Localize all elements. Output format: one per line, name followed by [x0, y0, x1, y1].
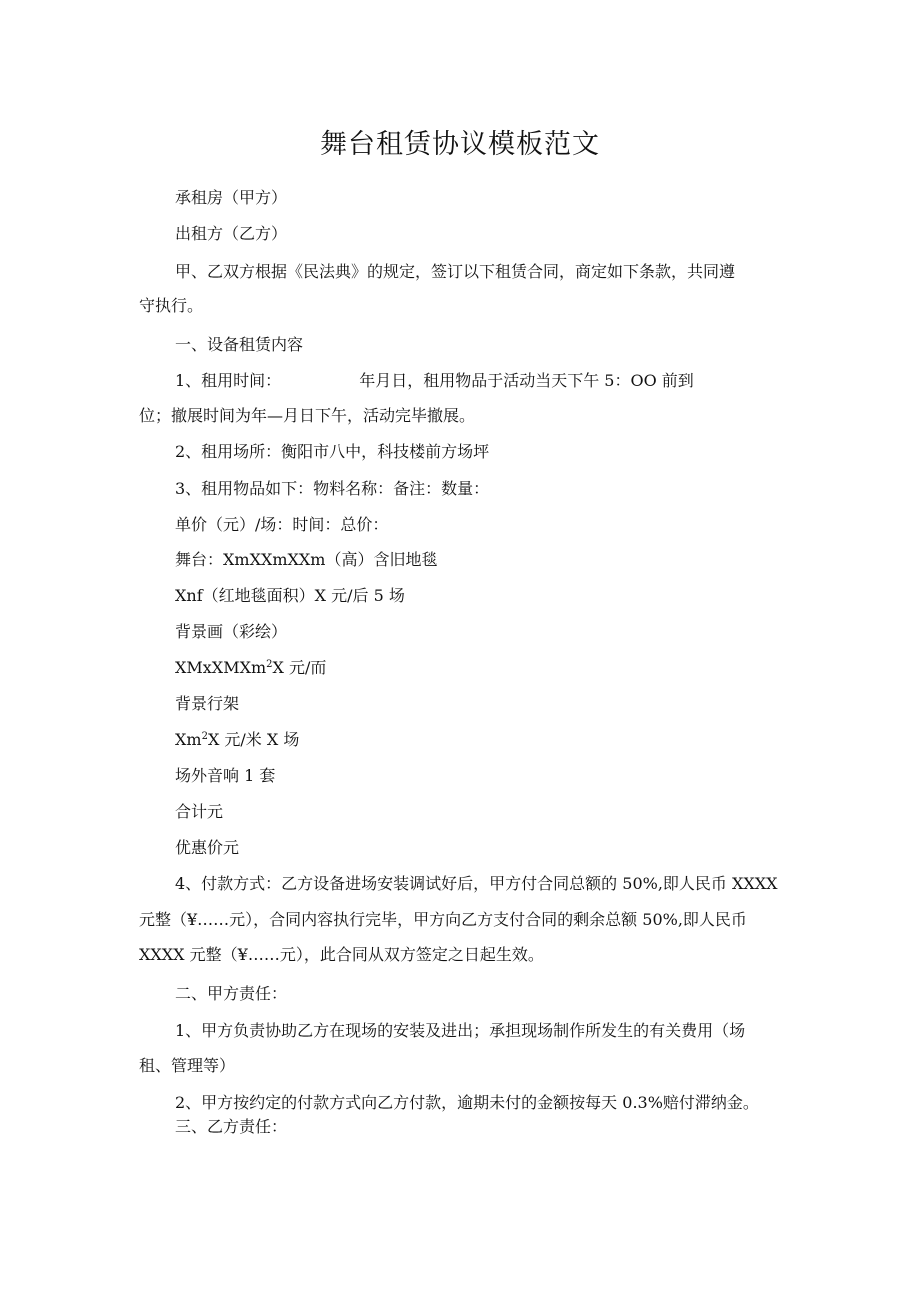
item-1-rental-time — [175, 371, 694, 391]
intro-line-1: 甲、乙双方根据《民法典》的规定，签订以下租赁合同，商定如下条款，共同遵 — [175, 262, 736, 281]
backdrop-line: 背景画（彩绘） — [175, 622, 288, 641]
item-1-prefix: 1、租用时间： — [175, 371, 282, 390]
item-4-payment-line-2: 元整（¥……元），合同内容执行完毕，甲方向乙方支付合同的剩余总额 50%,即人民币 — [139, 910, 747, 929]
stage-line: 舞台：XmXXmXXm（高）含旧地毯 — [175, 550, 438, 569]
lessor-line: 出租方（乙方） — [175, 224, 288, 243]
backdrop-price-line: XMxXMXm$^2$X 元/而 — [175, 658, 327, 677]
section-2-item-1-line-2: 租、管理等） — [139, 1056, 236, 1075]
unit-price-line: 单价（元）/场：时间：总价： — [175, 515, 389, 534]
section-3-heading: 三、乙方责任： — [175, 1117, 288, 1136]
item-3-items: 3、租用物品如下：物料名称：备注：数量： — [175, 479, 490, 498]
section-1-heading: 一、设备租赁内容 — [175, 335, 304, 354]
truss-line: 背景行架 — [175, 694, 240, 713]
item-1-suffix: 年月日，租用物品于活动当天下午 5：OO 前到 — [359, 371, 694, 390]
item-2-venue: 2、租用场所：衡阳市八中，科技楼前方场坪 — [175, 442, 490, 461]
item-1-continuation: 位；撤展时间为年—月日下午，活动完毕撤展。 — [139, 406, 476, 425]
total-line: 合计元 — [175, 802, 224, 821]
item-4-payment-line-1: 4、付款方式：乙方设备进场安装调试好后，甲方付合同总额的 50%,即人民币 XXXX — [175, 874, 778, 893]
discount-line: 优惠价元 — [175, 838, 240, 857]
document-title: 舞台租赁协议模板范文 — [320, 129, 600, 160]
audio-line: 场外音响 1 套 — [175, 766, 276, 785]
lessee-line: 承租房（甲方） — [175, 188, 288, 207]
section-2-item-1-line-1: 1、甲方负责协助乙方在现场的安装及进出；承担现场制作所发生的有关费用（场 — [175, 1021, 746, 1040]
item-4-payment-line-3: XXXX 元整（¥……元），此合同从双方签定之日起生效。 — [139, 945, 544, 964]
truss-price-line: Xm$^2$X 元/米 X 场 — [175, 730, 300, 749]
intro-line-2: 守执行。 — [139, 296, 204, 315]
carpet-line: Xnf（红地毯面积）X 元/后 5 场 — [175, 586, 405, 605]
section-2-item-2: 2、甲方按约定的付款方式向乙方付款，逾期未付的金额按每天 0.3%赔付滞纳金。 — [175, 1093, 759, 1112]
section-2-heading: 二、甲方责任： — [175, 984, 288, 1003]
